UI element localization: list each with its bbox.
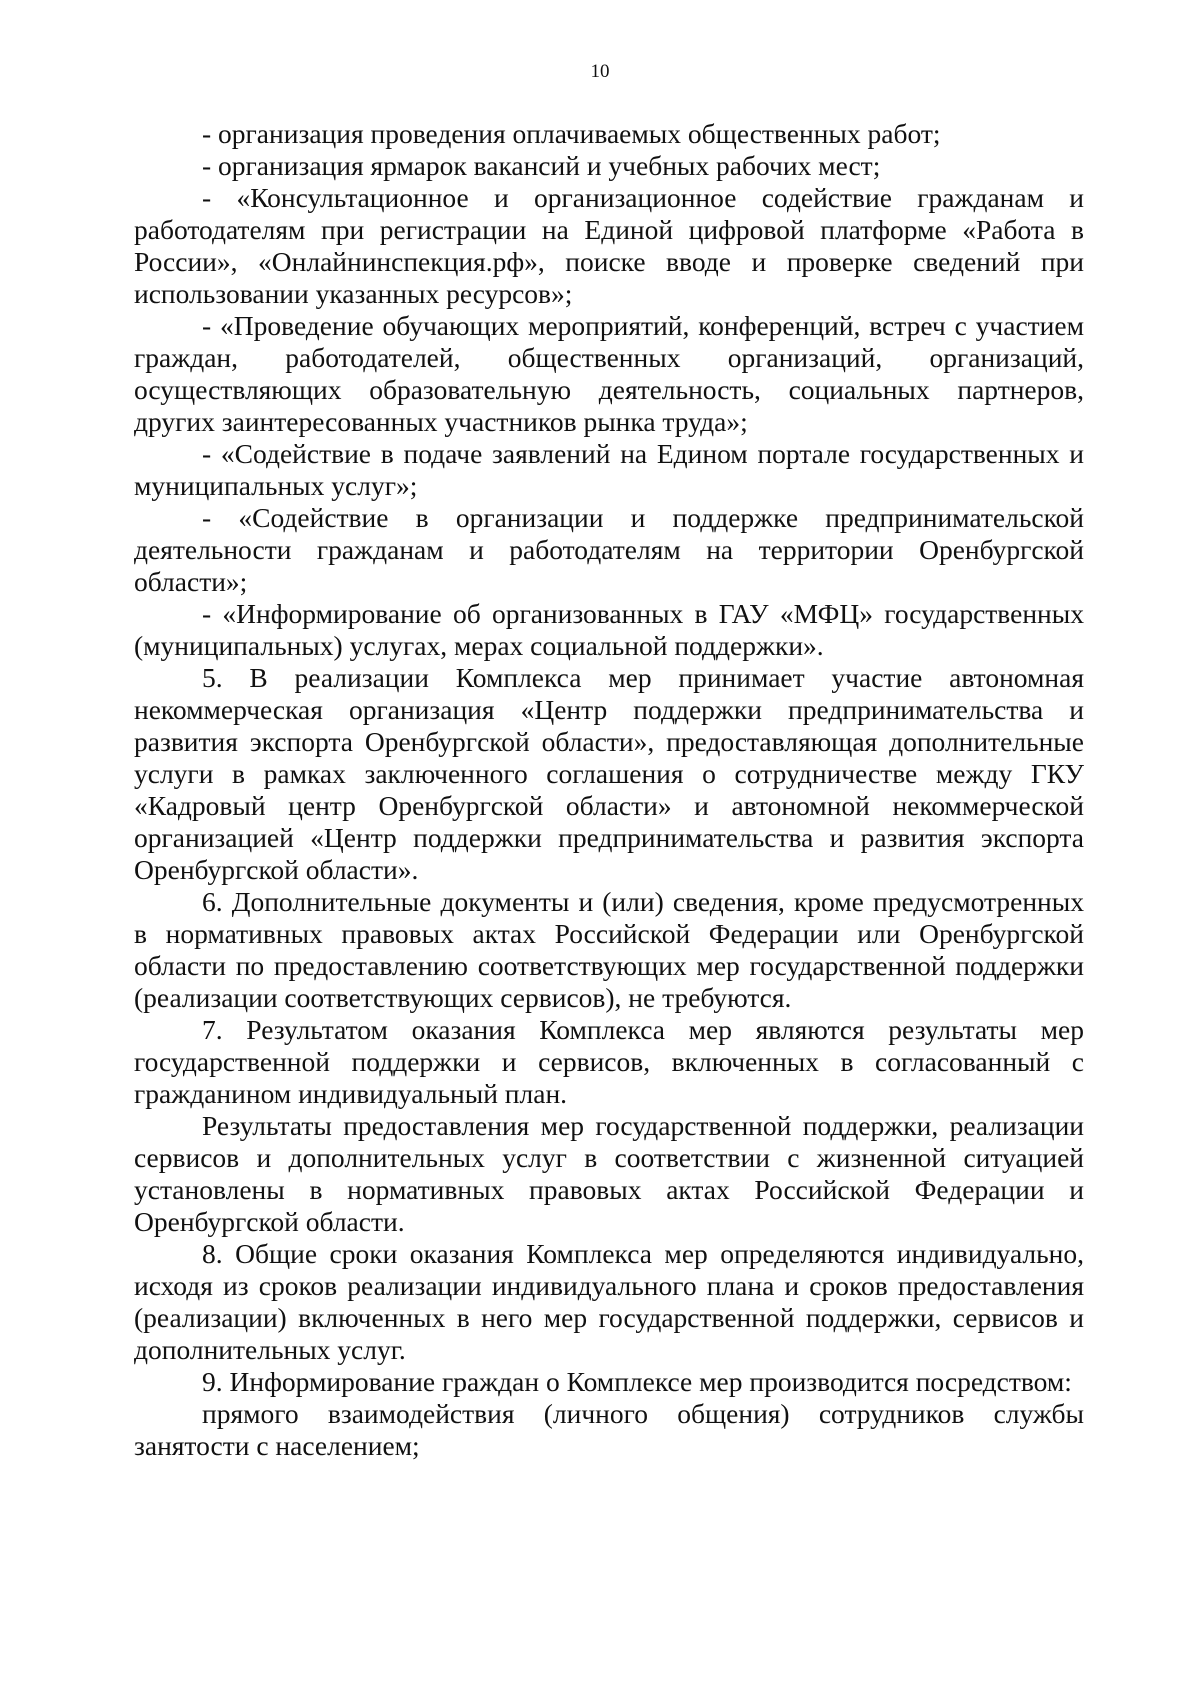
clause-9: 9. Информирование граждан о Комплексе мер производится посредством:: [202, 1366, 1072, 1397]
clause-9-item-direct-interaction: прямого взаимодействия (личного общения) сотрудников службы занятости с населением;: [134, 1398, 1084, 1461]
list-item-mfc-information: - «Информирование об организованных в ГАУ «МФЦ» государственных (муниципальных) услугах, мерах социальной поддержки».: [134, 598, 1084, 661]
list-item-consulting-support: - «Консультационное и организационное содействие гражданам и работодателям при регистрации на Единой цифровой платформе «Работа в России», «Онлайнинспекция.рф», поиске вводе и проверке сведений при использовании указанных ресурсов»;: [134, 182, 1084, 309]
clause-5: 5. В реализации Комплекса мер принимает участие автономная некоммерческая организация «Центр поддержки предпринимательства и развития экспорта Оренбургской области», предоставляющая дополнительные услуги в рамках заключенного соглашения о сотрудничестве между ГКУ «Кадровый центр Оренбургской области» и автономной некоммерческой организацией «Центр поддержки предпринимательства и развития экспорта Оренбургской области».: [134, 662, 1084, 885]
page-number: 10: [590, 61, 610, 82]
clause-6: 6. Дополнительные документы и (или) сведения, кроме предусмотренных в нормативных правовых актах Российской Федерации или Оренбургской области по предоставлению соответствующих мер государственной поддержки (реализации соответствующих сервисов), не требуются.: [134, 886, 1084, 1013]
clause-8: 8. Общие сроки оказания Комплекса мер определяются индивидуально, исходя из сроков реализации индивидуального плана и сроков предоставления (реализации) включенных в него мер государственной поддержки, сервисов и дополнительных услуг.: [134, 1238, 1084, 1365]
clause-7: 7. Результатом оказания Комплекса мер являются результаты мер государственной поддержки и сервисов, включенных в согласованный с гражданином индивидуальный план.: [134, 1014, 1084, 1109]
clause-7-results: Результаты предоставления мер государственной поддержки, реализации сервисов и дополнительных услуг в соответствии с жизненной ситуацией установлены в нормативных правовых актах Российской Федерации и Оренбургской области.: [134, 1110, 1084, 1237]
list-item-paid-public-works: - организация проведения оплачиваемых общественных работ;: [202, 118, 941, 149]
document-body: [134, 118, 1084, 1462]
list-item-job-fairs: - организация ярмарок вакансий и учебных рабочих мест;: [202, 150, 881, 181]
list-item-training-events: - «Проведение обучающих мероприятий, конференций, встреч с участием граждан, работодателей, общественных организаций, организаций, осуществляющих образовательную деятельность, социальных партнеров, других заинтересованных участников рынка труда»;: [134, 310, 1084, 437]
list-item-public-services-portal: - «Содействие в подаче заявлений на Едином портале государственных и муниципальных услуг»;: [134, 438, 1084, 501]
list-item-entrepreneurship-support: - «Содействие в организации и поддержке предпринимательской деятельности гражданам и работодателям на территории Оренбургской области»;: [134, 502, 1084, 597]
